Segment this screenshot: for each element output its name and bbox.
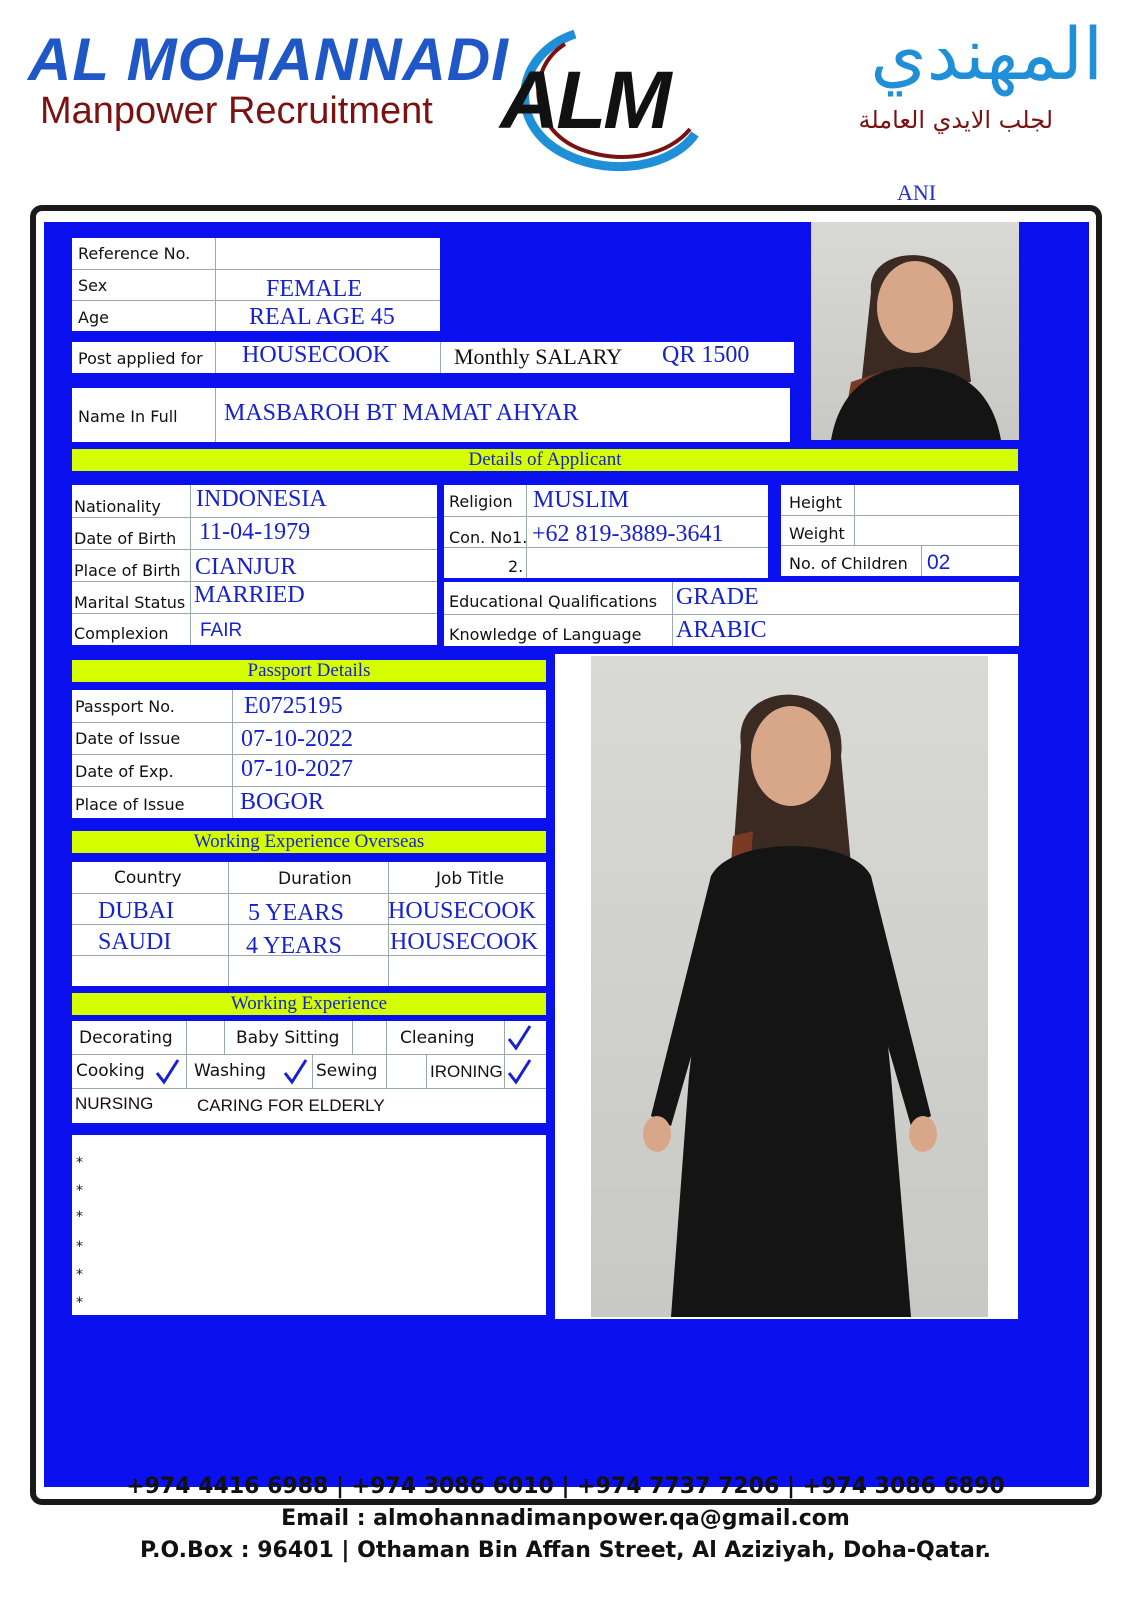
- religion-label: Religion: [449, 492, 513, 511]
- col-duration-header: Duration: [278, 869, 352, 889]
- footer-address: P.O.Box : 96401 | Othaman Bin Affan Street, Al Aziziyah, Doha-Qatar.: [140, 1538, 991, 1563]
- issue-date-label: Date of Issue: [75, 729, 181, 748]
- dob-value: 11-04-1979: [199, 519, 311, 545]
- skills-section-title: Working Experience: [72, 993, 546, 1015]
- cooking-check-icon: [154, 1058, 180, 1086]
- weight-label: Weight: [789, 524, 845, 543]
- applicant-code: ANI: [897, 180, 937, 205]
- sex-value: FEMALE: [266, 276, 362, 302]
- contact1-value: +62 819-3889-3641: [532, 521, 724, 547]
- overseas-job-1: HOUSECOOK: [388, 898, 537, 924]
- full-body-silhouette-icon: [591, 656, 988, 1317]
- expiry-date-label: Date of Exp.: [75, 762, 174, 781]
- salary-value: QR 1500: [662, 342, 750, 368]
- marital-label: Marital Status: [74, 593, 186, 612]
- overseas-table: [72, 862, 546, 986]
- children-label: No. of Children: [789, 554, 908, 573]
- ironing-check-icon: [506, 1058, 532, 1086]
- marital-value: MARRIED: [194, 582, 305, 608]
- complexion-value: FAIR: [200, 620, 243, 641]
- col-country-header: Country: [114, 868, 182, 888]
- notes-box: [72, 1135, 546, 1315]
- alm-logo-mark: ALM: [500, 55, 669, 146]
- overseas-duration-1: 5 YEARS: [248, 900, 344, 926]
- pob-label: Place of Birth: [74, 561, 181, 580]
- note-bullet: *: [76, 1155, 83, 1171]
- skill-elderly-care: CARING FOR ELDERLY: [197, 1096, 385, 1115]
- skill-ironing: IRONING: [430, 1062, 503, 1081]
- name-value: MASBAROH BT MAMAT AHYAR: [224, 400, 579, 426]
- overseas-job-2: HOUSECOOK: [390, 929, 539, 955]
- nationality-value: INDONESIA: [196, 486, 327, 512]
- dob-label: Date of Birth: [74, 529, 177, 548]
- applicant-contact-table: [444, 485, 768, 578]
- salary-label: Monthly SALARY: [454, 344, 623, 369]
- note-bullet: *: [76, 1267, 83, 1283]
- note-bullet: *: [76, 1183, 83, 1199]
- company-tagline-arabic: لجلب الايدي العاملة: [858, 106, 1053, 134]
- note-bullet: *: [76, 1239, 83, 1255]
- applicant-physical-table: [781, 485, 1019, 576]
- issue-date-value: 07-10-2022: [241, 726, 353, 752]
- height-label: Height: [789, 493, 842, 512]
- language-label: Knowledge of Language: [449, 625, 642, 644]
- passport-table: [72, 690, 546, 818]
- company-name-english: AL MOHANNADI: [28, 26, 509, 93]
- complexion-label: Complexion: [74, 624, 169, 643]
- education-value: GRADE: [676, 584, 759, 610]
- footer-email: Email : almohannadimanpower.qa@gmail.com: [281, 1506, 850, 1531]
- language-value: ARABIC: [676, 617, 767, 643]
- education-label: Educational Qualifications: [449, 592, 658, 611]
- reference-label: Reference No.: [78, 244, 191, 263]
- passport-no-label: Passport No.: [75, 697, 175, 716]
- portrait-silhouette-icon: [811, 222, 1019, 440]
- education-language-table: [444, 582, 1019, 646]
- skill-cooking: Cooking: [76, 1061, 145, 1081]
- portrait-photo: [811, 222, 1019, 440]
- applicant-left-table: [72, 485, 437, 645]
- company-tagline-english: Manpower Recruitment: [40, 90, 433, 132]
- full-body-photo: [591, 656, 988, 1317]
- overseas-country-2: SAUDI: [98, 929, 172, 955]
- passport-no-value: E0725195: [244, 693, 343, 719]
- issue-place-value: BOGOR: [240, 789, 325, 815]
- contact1-label: Con. No1.: [449, 528, 528, 547]
- basic-info-table: [72, 238, 440, 331]
- company-name-arabic: المهندي: [870, 12, 1103, 96]
- post-label: Post applied for: [78, 349, 203, 368]
- name-label: Name In Full: [78, 407, 178, 426]
- children-value: 02: [927, 551, 951, 574]
- nationality-label: Nationality: [74, 497, 161, 516]
- skill-nursing: NURSING: [75, 1094, 154, 1113]
- post-row: [72, 342, 794, 373]
- expiry-date-value: 07-10-2027: [241, 756, 353, 782]
- skills-table: [72, 1021, 546, 1123]
- skill-cleaning: Cleaning: [400, 1028, 475, 1048]
- age-value: REAL AGE 45: [249, 304, 395, 330]
- age-label: Age: [78, 308, 109, 327]
- note-bullet: *: [76, 1295, 83, 1311]
- overseas-country-1: DUBAI: [98, 898, 174, 924]
- footer-phones: +974 4416 6988 | +974 3086 6010 | +974 7737 7206 | +974 3086 6890: [126, 1474, 1005, 1499]
- passport-section-title: Passport Details: [72, 660, 546, 682]
- contact2-label: 2.: [508, 557, 524, 576]
- overseas-duration-2: 4 YEARS: [246, 933, 342, 959]
- skill-washing: Washing: [194, 1061, 267, 1081]
- name-row: [72, 388, 790, 442]
- issue-place-label: Place of Issue: [75, 795, 185, 814]
- skill-sewing: Sewing: [316, 1061, 378, 1081]
- details-section-title: Details of Applicant: [72, 449, 1018, 471]
- post-value: HOUSECOOK: [242, 342, 391, 368]
- skill-baby-sitting: Baby Sitting: [236, 1028, 340, 1048]
- sex-label: Sex: [78, 276, 108, 295]
- col-job-header: Job Title: [436, 869, 505, 889]
- cleaning-check-icon: [506, 1024, 532, 1052]
- skill-decorating: Decorating: [79, 1028, 173, 1048]
- pob-value: CIANJUR: [195, 554, 297, 580]
- note-bullet: *: [76, 1209, 83, 1225]
- washing-check-icon: [282, 1058, 308, 1086]
- religion-value: MUSLIM: [533, 487, 630, 513]
- overseas-section-title: Working Experience Overseas: [72, 831, 546, 853]
